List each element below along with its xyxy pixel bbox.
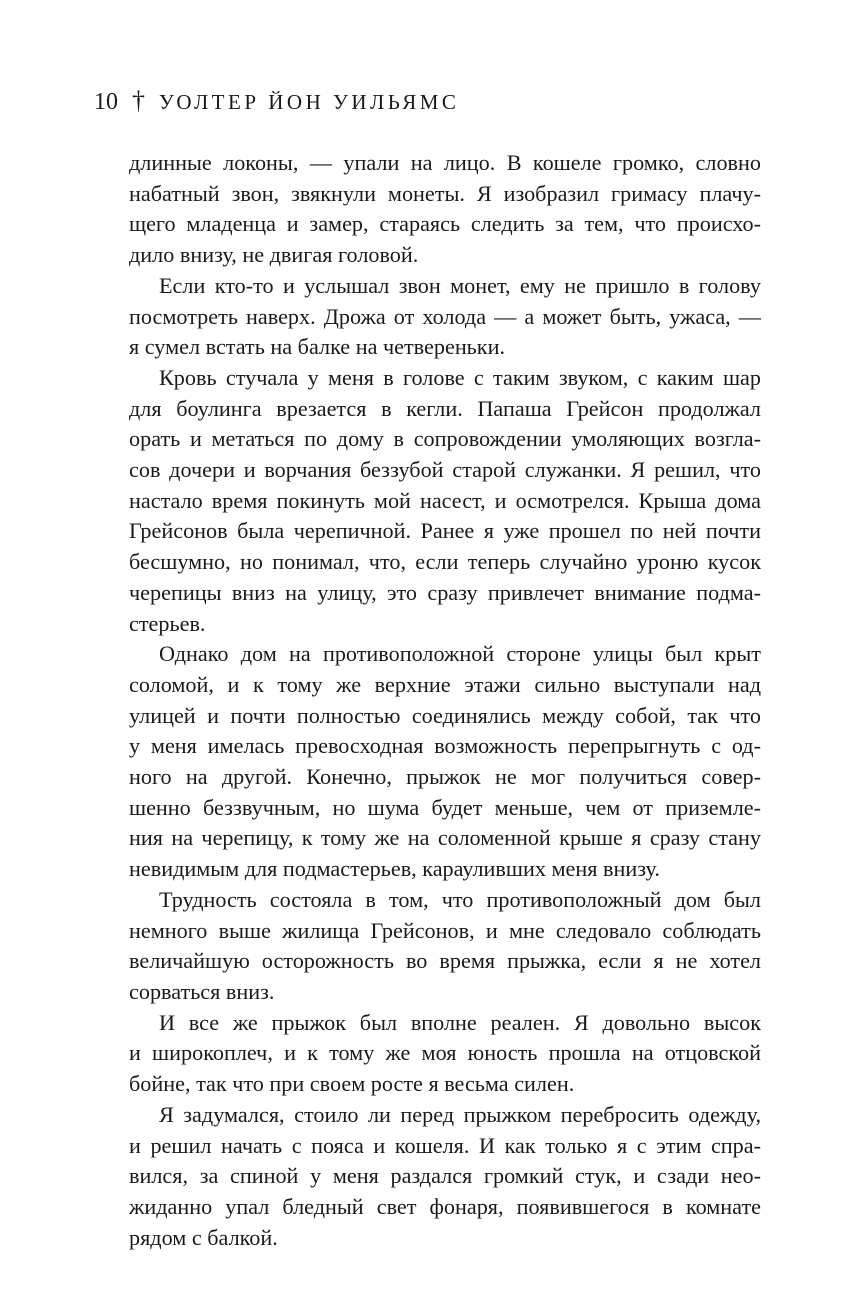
- text-line: я сумел встать на балке на четвереньки.: [129, 334, 506, 360]
- paragraph: [129, 639, 761, 885]
- text-line: щего младенца и замер, стараясь следить за тем, что происхо-: [129, 211, 761, 237]
- text-line: у меня имелась превосходная возможность перепрыгнуть с од-: [129, 733, 761, 759]
- text-line: Кровь стучала у меня в голове с таким звуком, с каким шар: [159, 364, 761, 390]
- text-line: невидимым для подмастерьев, карауливших меня внизу.: [129, 856, 660, 882]
- text-line: улицей и почти полностью соединялись между собой, так что: [129, 702, 761, 728]
- dagger-ornament: †: [132, 86, 145, 115]
- text-line: сов дочери и ворчания беззубой старой служанки. Я решил, что: [129, 457, 761, 483]
- text-line: Однако дом на противоположной стороне улицы был крыт: [159, 641, 761, 667]
- text-line: бойне, так что при своем росте я весьма силен.: [129, 1071, 575, 1097]
- running-head-author: УОЛТЕР ЙОН УИЛЬЯМС: [159, 90, 460, 114]
- text-line: Если кто-то и услышал звон монет, ему не пришло в голову: [159, 272, 761, 298]
- text-line: настало время покинуть мой насест, и осмотрелся. Крыша дома: [129, 487, 761, 513]
- text-line: И все же прыжок был вполне реален. Я довольно высок: [159, 1009, 761, 1035]
- text-line: вился, за спиной у меня раздался громкий стук, и сзади нео-: [129, 1163, 761, 1189]
- text-line: и широкоплеч, и к тому же моя юность прошла на отцовской: [129, 1040, 761, 1066]
- paragraph: [129, 363, 761, 639]
- body-text: [129, 148, 761, 1253]
- text-line: и решил начать с пояса и кошеля. И как только я с этим спра-: [129, 1132, 761, 1158]
- text-line: жиданно упал бледный свет фонаря, появившегося в комнате: [129, 1193, 761, 1219]
- text-line: черепицы вниз на улицу, это сразу привлечет внимание подма-: [129, 579, 761, 605]
- text-line: ния на черепицу, к тому же на соломенной крыше я сразу стану: [129, 825, 761, 851]
- text-line: шенно беззвучным, но шума будет меньше, чем от приземле-: [129, 794, 761, 820]
- text-line: рядом с балкой.: [129, 1224, 278, 1250]
- running-head: [94, 86, 459, 116]
- text-line: сорваться вниз.: [129, 978, 275, 1004]
- paragraph: [129, 271, 761, 363]
- text-line: орать и метаться по дому в сопровождении умоляющих возгла-: [129, 426, 761, 452]
- paragraph: [129, 885, 761, 1008]
- text-line: Я задумался, стоило ли перед прыжком перебросить одежду,: [159, 1101, 761, 1127]
- text-line: Трудность состояла в том, что противоположный дом был: [159, 886, 761, 912]
- text-line: длинные локоны, — упали на лицо. В кошеле громко, словно: [129, 150, 761, 175]
- paragraph: [129, 1008, 761, 1100]
- text-line: немного выше жилища Грейсонов, и мне следовало соблюдать: [129, 917, 761, 943]
- text-line: посмотреть наверх. Дрожа от холода — а может быть, ужаса, —: [129, 303, 761, 329]
- page-number: 10: [94, 89, 118, 115]
- paragraph: [129, 148, 761, 271]
- paragraph: [129, 1100, 761, 1254]
- text-line: соломой, и к тому же верхние этажи сильно выступали над: [129, 671, 761, 697]
- text-line: стерьев.: [129, 610, 206, 636]
- text-line: величайшую осторожность во время прыжка, если я не хотел: [129, 948, 761, 974]
- text-line: для боулинга врезается в кегли. Папаша Грейсон продолжал: [129, 395, 761, 421]
- text-line: дило внизу, не двигая головой.: [129, 242, 419, 268]
- text-line: набатный звон, звякнули монеты. Я изобразил гримасу плачу-: [129, 180, 761, 206]
- text-line: ного на другой. Конечно, прыжок не мог получиться совер-: [129, 764, 761, 790]
- text-line: Грейсонов была черепичной. Ранее я уже прошел по ней почти: [129, 518, 761, 544]
- text-line: бесшумно, но понимал, что, если теперь случайно уроню кусок: [129, 549, 761, 575]
